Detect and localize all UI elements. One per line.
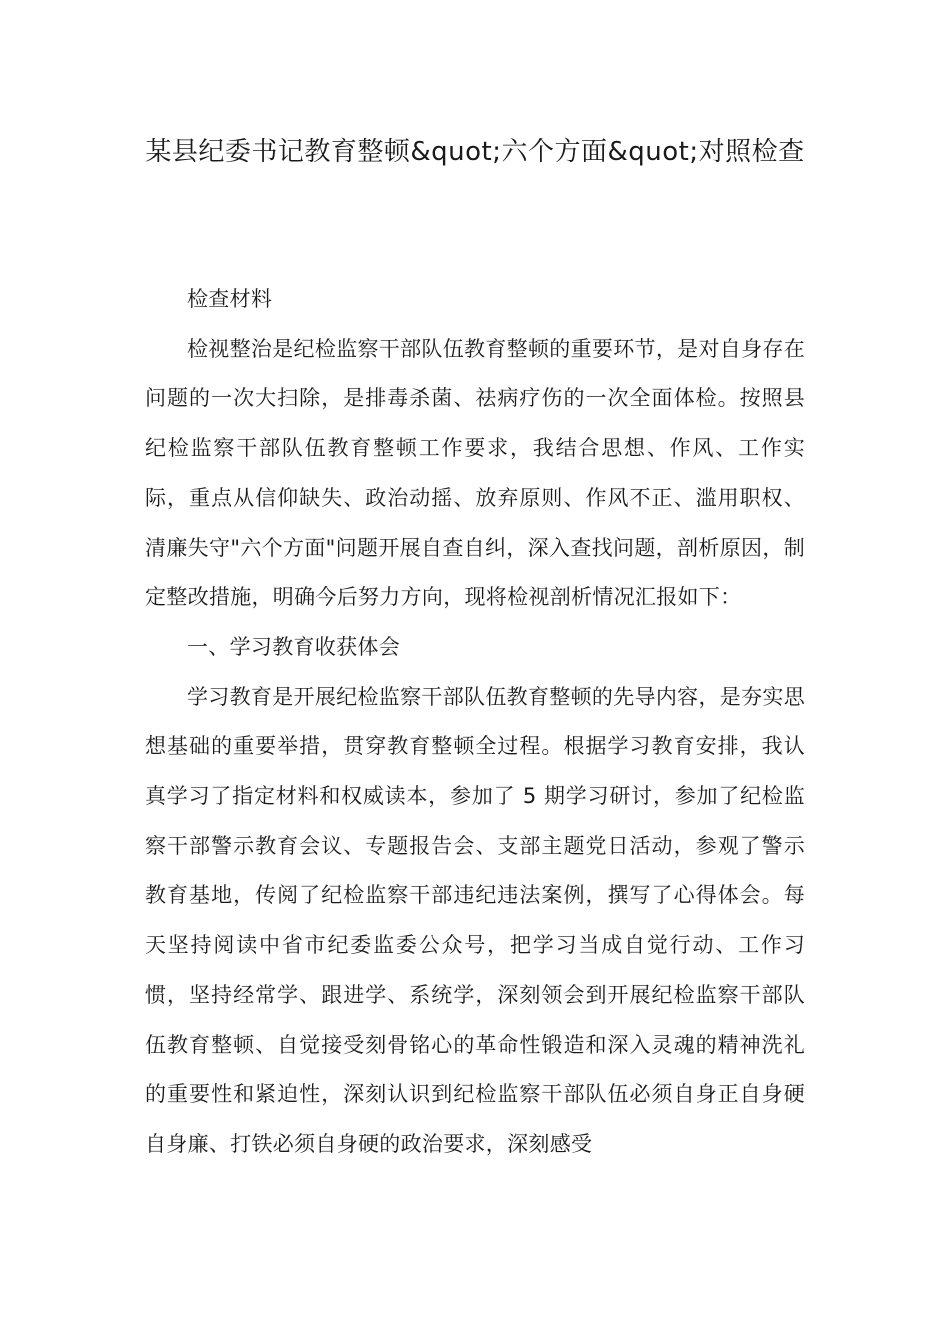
paragraph-study: 学习教育是开展纪检监察干部队伍教育整顿的先导内容，是夯实思想基础的重要举措，贯穿教育整顿全过程。根据学习教育安排，我认真学习了指定材料和权威读本，参加了 5 期学习研讨，参加了纪检监察干部警示教育会议、专题报告会、支部主题党日活动，参观了警示教育基地，传阅了纪检监察干部违纪违法案例，撰写了心得体会。每天坚持阅读中省市纪委监委公众号，把学习当成自觉行动、工作习惯，坚持经常学、跟进学、系统学，深刻领会到开展纪检监察干部队伍教育整顿、自觉接受刻骨铭心的革命性锻造和深入灵魂的精神洗礼的重要性和紧迫性，深刻认识到纪检监察干部队伍必须自身正自身硬自身廉、打铁必须自身硬的政治要求，深刻感受 [145, 684, 805, 1156]
document-subtitle: 检查材料 [187, 287, 273, 311]
section-heading-1: 一、学习教育收获体会 [187, 634, 400, 659]
document-body [145, 275, 805, 1170]
paragraph-intro: 检视整治是纪检监察干部队伍教育整顿的重要环节，是对自身存在问题的一次大扫除，是排毒杀菌、祛病疗伤的一次全面体检。按照县纪检监察干部队伍教育整顿工作要求，我结合思想、作风、工作实际，重点从信仰缺失、政治动摇、放弃原则、作风不正、滥用职权、清廉失守"六个方面"问题开展自查自纠，深入查找问题，剖析原因，制定整改措施，明确今后努力方向，现将检视剖析情况汇报如下： [145, 336, 805, 610]
document-title: 某县纪委书记教育整顿&quot;六个方面&quot;对照检查 [145, 137, 805, 167]
